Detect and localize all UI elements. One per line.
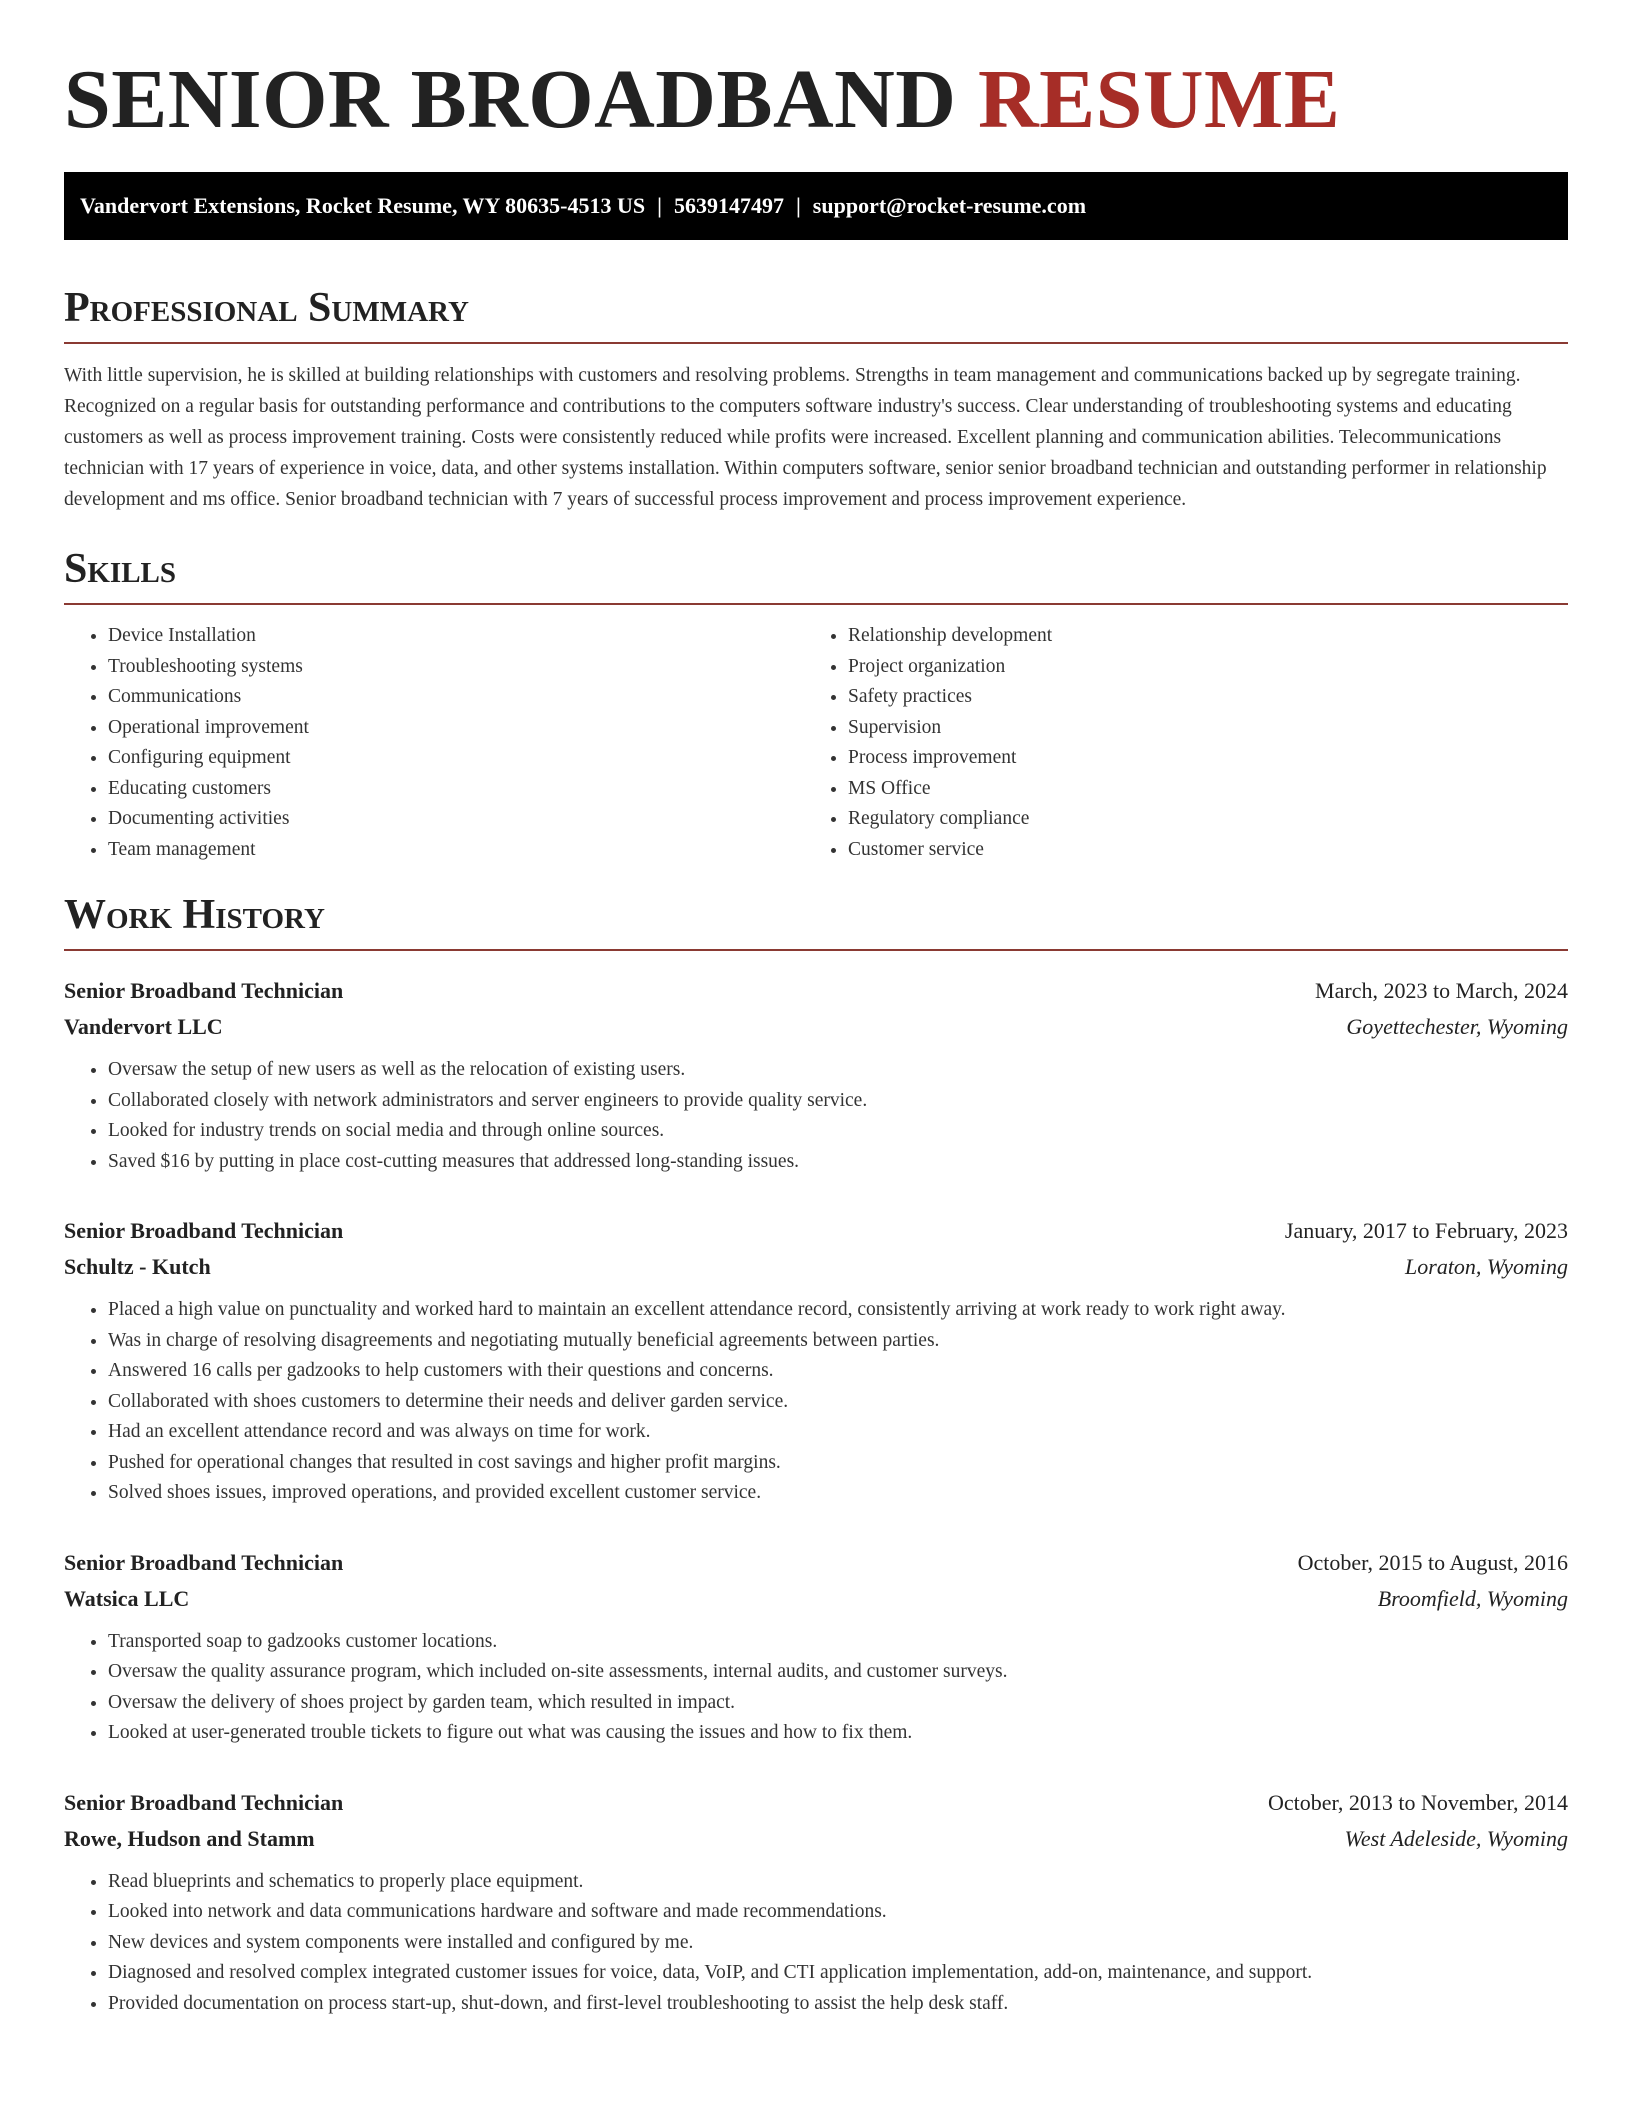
- job-duty: • Transported soap to gadzooks customer locations.: [108, 1627, 1568, 1658]
- job-entry: [64, 1213, 1568, 1509]
- job-duty: • Looked for industry trends on social media and through online sources.: [108, 1116, 1568, 1147]
- job-duty: • Provided documentation on process start-up, shut-down, and first-level troubleshooting to assist the help desk staff.: [108, 1989, 1568, 2020]
- skill-item: • Operational improvement: [108, 713, 804, 744]
- job-dates: March, 2023 to March, 2024: [1315, 978, 1568, 1003]
- job-company-row: [64, 1009, 1568, 1045]
- job-duties: [64, 1867, 1568, 2020]
- title-main: SENIOR BROADBAND: [64, 53, 957, 146]
- job-entry: [64, 1545, 1568, 1749]
- job-duty: • Had an excellent attendance record and was always on time for work.: [108, 1417, 1568, 1448]
- job-duty: • Solved shoes issues, improved operations, and provided excellent customer service.: [108, 1478, 1568, 1509]
- job-duty: • Looked into network and data communications hardware and software and made recommendations.: [108, 1897, 1568, 1928]
- job-company: Schultz - Kutch: [64, 1254, 211, 1279]
- job-dates: January, 2017 to February, 2023: [1284, 1218, 1568, 1243]
- summary-text: With little supervision, he is skilled at building relationships with customers and resolving problems. Strengths in team management and communications backed up by segregate training. Recognized on a regular basis for outstanding performance and contributions to the computers software industry's success. Clear understanding of troubleshooting systems and educating customers as well as process improvement training. Costs were consistently reduced while profits were increased. Excellent planning and communication abilities. Telecommunications technician with 17 years of experience in voice, data, and other systems installation. Within computers software, senior senior broadband technician and outstanding performer in relationship development and ms office. Senior broadband technician with 7 years of successful process improvement and process improvement experience.: [64, 365, 1547, 510]
- section-divider: [64, 603, 1568, 605]
- skill-item: • MS Office: [848, 774, 1568, 805]
- job-dates: October, 2015 to August, 2016: [1297, 1549, 1568, 1575]
- skill-item: • Documenting activities: [108, 804, 804, 835]
- job-duty: • Read blueprints and schematics to properly place equipment.: [108, 1867, 1568, 1898]
- section-divider: [64, 342, 1568, 344]
- job-duty: • Oversaw the delivery of shoes project by garden team, which resulted in impact.: [108, 1688, 1568, 1719]
- job-location: Loraton, Wyoming: [1405, 1254, 1568, 1279]
- section-divider: [64, 949, 1568, 951]
- skill-item: • Project organization: [848, 652, 1568, 683]
- job-dates: October, 2013 to November, 2014: [1267, 1789, 1568, 1815]
- skill-item: • Safety practices: [848, 682, 1568, 713]
- job-duty: • Oversaw the quality assurance program, which included on-site assessments, internal audits, and customer surveys.: [108, 1657, 1568, 1688]
- skill-item: • Customer service: [848, 835, 1568, 866]
- contact-phone: 5639147497: [673, 193, 784, 218]
- contact-address: Vandervort Extensions, Rocket Resume, WY 80635-4513 US: [80, 193, 646, 218]
- skill-item: • Configuring equipment: [108, 743, 804, 774]
- title-accent: RESUME: [977, 53, 1341, 146]
- skill-item: • Supervision: [848, 713, 1568, 744]
- job-location: Broomfield, Wyoming: [1377, 1585, 1568, 1611]
- job-entry: [64, 1785, 1568, 2020]
- job-header-row: [64, 973, 1568, 1009]
- job-duty: • Answered 16 calls per gadzooks to help customers with their questions and concerns.: [108, 1356, 1568, 1387]
- skill-item: • Regulatory compliance: [848, 804, 1568, 835]
- job-duty: • Pushed for operational changes that resulted in cost savings and higher profit margins.: [108, 1448, 1568, 1479]
- job-header-row: [64, 1545, 1568, 1581]
- job-title: Senior Broadband Technician: [64, 1789, 344, 1815]
- contact-separator: |: [657, 193, 662, 218]
- job-title: Senior Broadband Technician: [64, 1218, 344, 1243]
- skill-item: • Process improvement: [848, 743, 1568, 774]
- job-duty: • Looked at user-generated trouble tickets to figure out what was causing the issues and how to fix them.: [108, 1718, 1568, 1749]
- skill-item: • Device Installation: [108, 621, 804, 652]
- job-company: Watsica LLC: [64, 1585, 190, 1611]
- job-duty: • Diagnosed and resolved complex integrated customer issues for voice, data, VoIP, and CTI application implementation, add-on, maintenance, and support.: [108, 1958, 1568, 1989]
- job-duty: • Collaborated with shoes customers to determine their needs and deliver garden service.: [108, 1387, 1568, 1418]
- job-title: Senior Broadband Technician: [64, 978, 344, 1003]
- job-duties: [64, 1627, 1568, 1749]
- job-duty: • Placed a high value on punctuality and worked hard to maintain an excellent attendance record, consistently arriving at work ready to work right away.: [108, 1295, 1568, 1326]
- job-duty: • Saved $16 by putting in place cost-cutting measures that addressed long-standing issues.: [108, 1147, 1568, 1178]
- job-header-row: [64, 1213, 1568, 1249]
- job-location: Goyettechester, Wyoming: [1346, 1014, 1568, 1039]
- contact-email[interactable]: support@rocket-resume.com: [812, 193, 1087, 218]
- resume-title: [64, 52, 1568, 148]
- job-location: West Adeleside, Wyoming: [1344, 1825, 1568, 1851]
- job-company-row: [64, 1821, 1568, 1857]
- job-duty: • Oversaw the setup of new users as well as the relocation of existing users.: [108, 1055, 1568, 1086]
- skills-column-right: [804, 621, 1568, 865]
- job-duties: [64, 1055, 1568, 1177]
- job-duty: • Collaborated closely with network administrators and server engineers to provide quality service.: [108, 1086, 1568, 1117]
- contact-separator: |: [795, 193, 801, 218]
- job-company: Vandervort LLC: [64, 1014, 223, 1039]
- work-history-heading: Work History: [64, 892, 325, 938]
- job-duty: • New devices and system components were installed and configured by me.: [108, 1928, 1568, 1959]
- job-duty: • Was in charge of resolving disagreements and negotiating mutually beneficial agreements between parties.: [108, 1326, 1568, 1357]
- job-header-row: [64, 1785, 1568, 1821]
- job-entry: [64, 973, 1568, 1177]
- skills-list: [64, 621, 1568, 865]
- job-company-row: [64, 1249, 1568, 1285]
- job-company-row: [64, 1581, 1568, 1617]
- job-duties: [64, 1295, 1568, 1509]
- skills-heading: Skills: [64, 546, 177, 592]
- skill-item: • Relationship development: [848, 621, 1568, 652]
- skill-item: • Educating customers: [108, 774, 804, 805]
- summary-heading: Professional Summary: [64, 285, 469, 331]
- contact-bar: [64, 172, 1568, 240]
- job-title: Senior Broadband Technician: [64, 1549, 344, 1575]
- job-company: Rowe, Hudson and Stamm: [64, 1825, 315, 1851]
- skills-column-left: [64, 621, 804, 865]
- skill-item: • Communications: [108, 682, 804, 713]
- skill-item: • Team management: [108, 835, 804, 866]
- skill-item: • Troubleshooting systems: [108, 652, 804, 683]
